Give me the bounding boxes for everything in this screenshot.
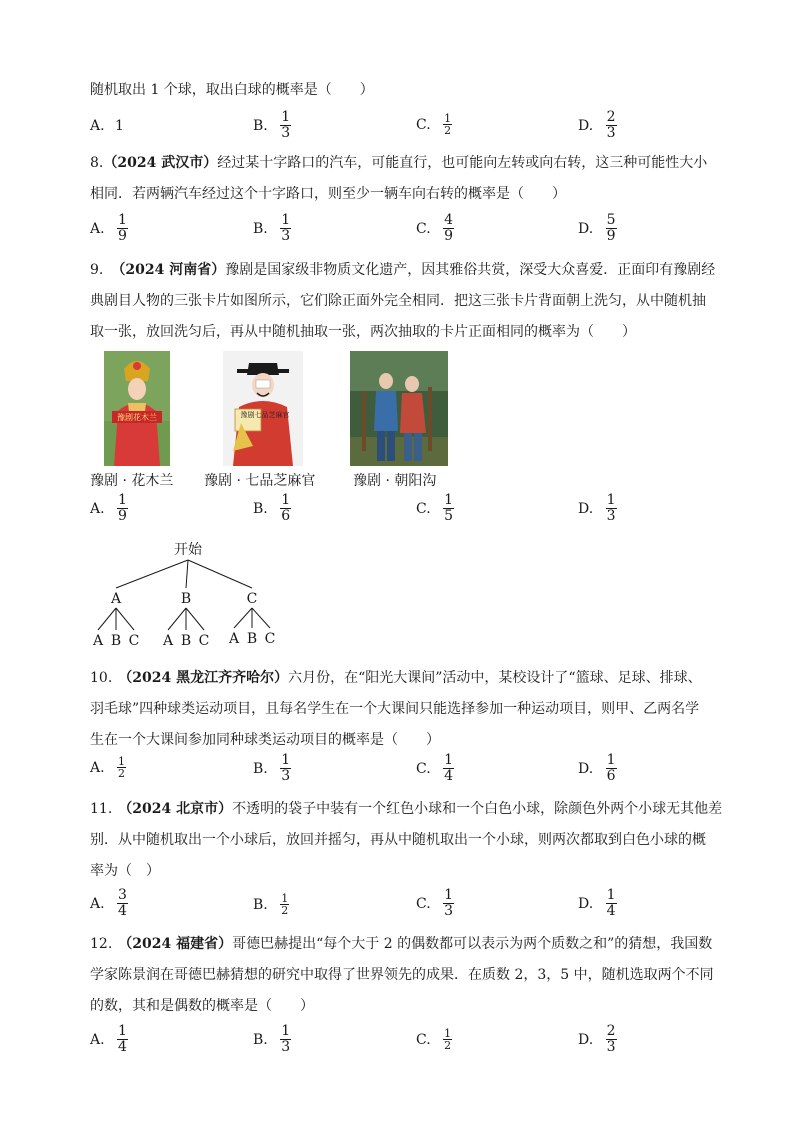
q11-line2: 别．从中随机取出一个小球后，放回并摇匀，再从中随机取出一个小球，则两次都取到白色小球的概	[90, 832, 706, 848]
q11-option-a[interactable]: A. $\frac{3}{4}$	[90, 887, 127, 919]
tree-l1-c: C	[246, 591, 258, 607]
tree-l2-a: A	[228, 631, 240, 647]
tree-edge	[116, 560, 188, 588]
q7-option-a[interactable]: A. 1	[90, 118, 124, 134]
q11-line1: 11. （2024 北京市）不透明的袋子中装有一个红色小球和一个白色小球，除颜色外两个小球无其他差	[90, 801, 723, 817]
q7-option-b[interactable]: B. $\frac{1}{3}$	[253, 109, 291, 141]
q11-line3: 率为（ ）	[90, 863, 160, 879]
q11-option-b[interactable]: B. $\frac{1}{2}$	[253, 892, 289, 917]
hua-mulan-image	[104, 351, 170, 466]
q12-line3: 的数，其和是偶数的概率是（ ）	[90, 998, 314, 1014]
card-hua-mulan	[104, 351, 170, 466]
q8-option-d[interactable]: D. $\frac{5}{9}$	[578, 212, 616, 244]
q11-option-c[interactable]: C. $\frac{1}{3}$	[416, 887, 454, 919]
tree-l2-b: B	[110, 633, 122, 649]
q9-line2: 典剧目人物的三张卡片如图所示，它们除正面外完全相同．把这三张卡片背面朝上洗匀，从中随机抽	[90, 293, 706, 309]
tree-l2-b: B	[180, 633, 192, 649]
q12-option-d[interactable]: D. $\frac{2}{3}$	[578, 1023, 616, 1055]
q12-line1: 12. （2024 福建省）哥德巴赫提出“每个大于 2 的偶数都可以表示为两个质数之和”的猜想，我国数	[90, 936, 713, 952]
q9-option-b[interactable]: B. $\frac{1}{6}$	[253, 492, 291, 524]
tree-l2-c: C	[264, 631, 276, 647]
q9-line3: 取一张，放回洗匀后，再从中随机抽取一张，两次抽取的卡片正面相同的概率为（ ）	[90, 324, 636, 340]
q12-option-c[interactable]: C. $\frac{1}{2}$	[416, 1027, 452, 1052]
card-caption-hua-mulan: 豫剧 · 花木兰	[90, 473, 174, 489]
q10-line1: 10. （2024 黑龙江齐齐哈尔）六月份，在“阳光大课间”活动中，某校设计了“篮球、足球、排球、	[90, 670, 702, 686]
q9-option-d[interactable]: D. $\frac{1}{3}$	[578, 492, 616, 524]
q8-option-b[interactable]: B. $\frac{1}{3}$	[253, 212, 291, 244]
tree-l2-c: C	[128, 633, 140, 649]
card-caption-qipin-zhimaguan: 豫剧 · 七品芝麻官	[204, 473, 316, 489]
tree-root: 开始	[174, 542, 202, 558]
tree-l2-a: A	[162, 633, 174, 649]
tree-edge	[188, 560, 252, 588]
q10-option-d[interactable]: D. $\frac{1}{6}$	[578, 752, 616, 784]
q9-option-a[interactable]: A. $\frac{1}{9}$	[90, 492, 127, 524]
card-qipin-zhimaguan	[223, 351, 303, 466]
card-caption-chaoyang-gou: 豫剧 · 朝阳沟	[353, 473, 437, 489]
q10-line3: 生在一个大课间参加同种球类运动项目的概率是（ ）	[90, 732, 440, 748]
q9-option-c[interactable]: C. $\frac{1}{5}$	[416, 492, 454, 524]
chaoyang-gou-image	[350, 351, 448, 466]
tree-edge	[186, 560, 188, 588]
q8-option-a[interactable]: A. $\frac{1}{9}$	[90, 212, 127, 244]
q8-line1: 8.（2024 武汉市）经过某十字路口的汽车，可能直行，也可能向左转或向右转，这三种可能性大小	[90, 155, 708, 171]
tree-diagram	[80, 538, 300, 650]
hua-mulan-banner: 豫剧花木兰	[117, 413, 157, 422]
q10-option-b[interactable]: B. $\frac{1}{3}$	[253, 752, 291, 784]
q7-option-d[interactable]: D. $\frac{2}{3}$	[578, 109, 616, 141]
q12-line2: 学家陈景润在哥德巴赫猜想的研究中取得了世界领先的成果．在质数 2，3，5 中，随机选取两个不同	[90, 967, 714, 983]
tree-l2-c: C	[198, 633, 210, 649]
qipin-banner: 豫剧七品芝麻官	[240, 411, 290, 419]
tree-l2-a: A	[92, 633, 104, 649]
qipin-zhimaguan-image	[223, 351, 303, 466]
q10-line2: 羽毛球”四种球类运动项目，且每名学生在一个大课间只能选择参加一种运动项目，则甲、乙两名学	[90, 701, 700, 717]
q10-option-a[interactable]: A. $\frac{1}{2}$	[90, 755, 126, 780]
q8-line2: 相同．若两辆汽车经过这个十字路口，则至少一辆车向右转的概率是（ ）	[90, 186, 566, 202]
card-chaoyang-gou	[350, 351, 448, 466]
q9-line1: 9. （2024 河南省）豫剧是国家级非物质文化遗产，因其雅俗共赏，深受大众喜爱．正面印有豫剧经	[90, 262, 716, 278]
tree-l2-b: B	[246, 631, 258, 647]
q10-option-c[interactable]: C. $\frac{1}{4}$	[416, 752, 454, 784]
q7-stem: 随机取出 1 个球，取出白球的概率是（ ）	[90, 82, 374, 98]
tree-l1-a: A	[110, 591, 122, 607]
tree-l1-b: B	[180, 591, 192, 607]
q7-option-c[interactable]: C. $\frac{1}{2}$	[416, 112, 452, 137]
q11-option-d[interactable]: D. $\frac{1}{4}$	[578, 887, 616, 919]
q12-option-b[interactable]: B. $\frac{1}{3}$	[253, 1023, 291, 1055]
q12-option-a[interactable]: A. $\frac{1}{4}$	[90, 1023, 127, 1055]
q8-option-c[interactable]: C. $\frac{4}{9}$	[416, 212, 454, 244]
